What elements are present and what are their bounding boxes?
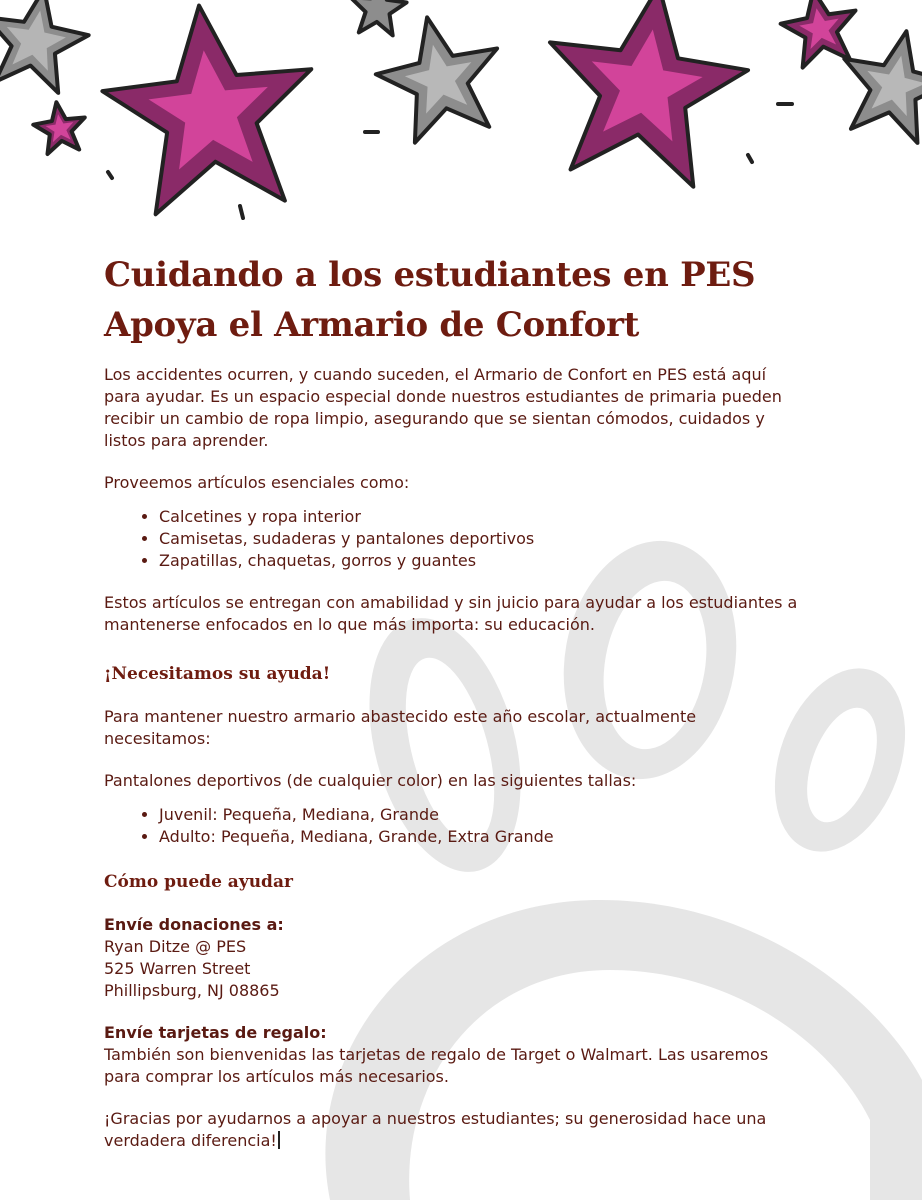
help-text: Para mantener nuestro armario abastecido este año escolar, actualmente necesitamos: <box>104 707 697 748</box>
giftcard-block <box>104 1022 804 1088</box>
title-line-2: Apoya el Armario de Confort <box>104 305 640 345</box>
donation-street: 525 Warren Street <box>104 959 251 978</box>
provide-note: Estos artículos se entregan con amabilidad y sin juicio para ayudar a los estudiantes a mantenerse enfocados en lo que más importa: su educación. <box>104 593 798 634</box>
closing-paragraph <box>104 1108 804 1152</box>
star-icon <box>533 0 758 192</box>
title-line-1: Cuidando a los estudiantes en PES <box>104 255 756 295</box>
sizes-list <box>104 804 804 848</box>
list-item: • Zapatillas, chaquetas, gorros y guantes <box>159 550 804 572</box>
provide-intro: Proveemos artículos esenciales como: <box>104 473 410 492</box>
list-item: • Adulto: Pequeña, Mediana, Grande, Extra Grande <box>159 826 804 848</box>
star-icon <box>348 0 408 36</box>
star-banner <box>0 0 922 230</box>
star-icon <box>0 0 95 96</box>
provide-list <box>104 506 804 572</box>
giftcards-label: Envíe tarjetas de regalo: <box>104 1023 327 1042</box>
page-title <box>104 250 804 350</box>
list-item: • Camisetas, sudaderas y pantalones deportivos <box>159 528 804 550</box>
star-icon <box>830 20 922 148</box>
donations-label: Envíe donaciones a: <box>104 915 284 934</box>
help-heading: ¡Necesitamos su ayuda! <box>104 664 331 684</box>
sizes-intro: Pantalones deportivos (de cualquier color) en las siguientes tallas: <box>104 771 637 790</box>
list-item: • Juvenil: Pequeña, Mediana, Grande <box>159 804 804 826</box>
donation-name: Ryan Ditze @ PES <box>104 937 247 956</box>
giftcards-text: También son bienvenidas las tarjetas de regalo de Target o Walmart. Las usaremos para comprar los artículos más necesarios. <box>104 1045 769 1086</box>
star-icon <box>95 0 325 218</box>
closing-text: ¡Gracias por ayudarnos a apoyar a nuestros estudiantes; su generosidad hace una verdadera diferencia! <box>104 1109 767 1150</box>
donation-city: Phillipsburg, NJ 08865 <box>104 981 280 1000</box>
list-item: • Calcetines y ropa interior <box>159 506 804 528</box>
intro-paragraph: Los accidentes ocurren, y cuando suceden, el Armario de Confort en PES está aquí para ayudar. Es un espacio especial donde nuestros estudiantes de primaria pueden recibir un cambio de ropa limpio, asegurando que se sientan cómodos, cuidados y listos para aprender. <box>104 365 782 450</box>
text-cursor <box>278 1131 280 1149</box>
flyer-content <box>104 250 804 1152</box>
star-icon <box>31 99 89 156</box>
how-heading: Cómo puede ayudar <box>104 872 293 892</box>
donation-address <box>104 914 804 1002</box>
